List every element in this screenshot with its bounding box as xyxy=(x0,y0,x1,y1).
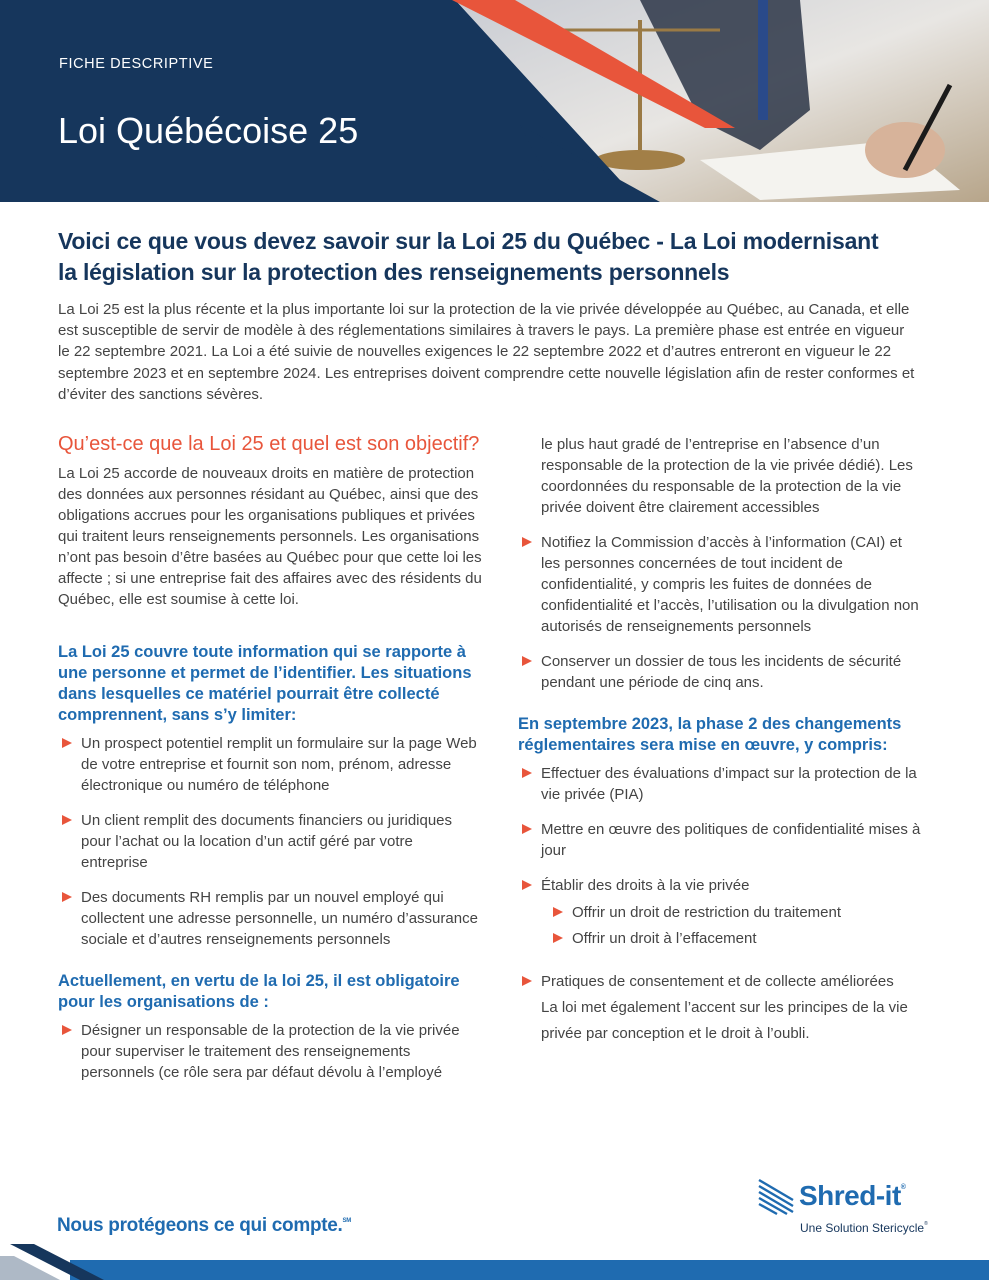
bullet-arrow-icon xyxy=(522,880,532,890)
intro-paragraph: La Loi 25 est la plus récente et la plus importante loi sur la protection de la vie privée développée au Québec, au Canada, et elle est susceptible de servir de modèle à des réglementations similaires à travers le pays. La première phase est entrée en vigueur le 22 septembre 2021. La Loi a été suivie de nouvelles exigences le 22 septembre 2022 et d’autres entreront en vigueur le 22 septembre 2023 et en septembre 2024. Les entreprises doivent comprendre cette nouvelle législation afin de rester conformes et d’éviter des sanctions sévères. xyxy=(58,301,915,403)
list-item: Offrir un droit de restriction du traitement xyxy=(549,902,922,923)
bullet-arrow-icon xyxy=(62,738,72,748)
lawyer-scales-photo xyxy=(0,0,989,202)
left-column xyxy=(58,432,498,1083)
objective-paragraph: La Loi 25 accorde de nouveaux droits en matière de protection des données aux personnes résidant au Québec, ainsi que des obligations accrues pour les organisations publiques et privées qui traitent leurs renseignements personnels. Les organisations n’ont pas besoin d’être basées au Québec pour que cette loi les affecte ; si une entreprise fait des affaires avec des résidents du Québec, elle est soumise à cette loi. xyxy=(58,465,482,608)
bullet-arrow-icon xyxy=(553,933,563,943)
list-item: Conserver un dossier de tous les incidents de sécurité pendant une période de cinq ans. xyxy=(518,651,922,693)
list-item: Des documents RH remplis par un nouvel employé qui collectent une adresse personnelle, un numéro d’assurance sociale et d’autres renseignements personnels xyxy=(58,887,483,950)
right-column xyxy=(518,432,922,1047)
list-item: Pratiques de consentement et de collecte améliorées xyxy=(518,971,922,992)
tagline: Nous protégeons ce qui compte.℠ xyxy=(57,1215,351,1236)
bullet-arrow-icon xyxy=(62,815,72,825)
intro-heading xyxy=(58,226,918,288)
list-item: Désigner un responsable de la protection de la vie privée pour superviser le traitement des renseignements personnels (ce rôle sera par défaut dévolu à l’employé xyxy=(58,1020,483,1083)
shred-it-logo: Shred-it® Une Solution Stericycle® xyxy=(757,1176,937,1236)
header-banner xyxy=(0,0,989,202)
obligation-continuation: le plus haut gradé de l’entreprise en l’absence d’un responsable de la protection de la vie privée dédié). Les coordonnées du responsable de la protection de la vie privée doivent être clairement accessibles xyxy=(541,436,913,516)
document-type-label: FICHE DESCRIPTIVE xyxy=(59,56,214,72)
service-mark: SM xyxy=(342,1218,351,1224)
privacy-rights-sublist xyxy=(518,902,922,949)
consent-list xyxy=(518,971,922,992)
bullet-arrow-icon xyxy=(522,537,532,547)
phase2-list xyxy=(518,763,922,896)
bullet-arrow-icon xyxy=(62,1025,72,1035)
shred-it-stripes-icon xyxy=(757,1176,797,1216)
footer-band xyxy=(0,1240,989,1280)
coverage-list xyxy=(58,733,483,950)
coverage-heading: La Loi 25 couvre toute information qui se rapporte à une personne et permet de l’identifier. Les situations dans lesquelles ce matériel pourrait être collecté comprennent, sans s’y limiter: xyxy=(58,643,472,724)
current-obligations-list-continued xyxy=(518,532,922,693)
list-item: Mettre en œuvre des politiques de confidentialité mises à jour xyxy=(518,819,922,861)
list-item: Effectuer des évaluations d’impact sur la protection de la vie privée (PIA) xyxy=(518,763,922,805)
bullet-arrow-icon xyxy=(522,768,532,778)
phase2-heading: En septembre 2023, la phase 2 des changements réglementaires sera mise en œuvre, y compris: xyxy=(518,715,902,754)
bullet-arrow-icon xyxy=(522,656,532,666)
objective-heading: Qu’est-ce que la Loi 25 et quel est son objectif? xyxy=(58,433,480,455)
bullet-arrow-icon xyxy=(522,824,532,834)
bullet-arrow-icon xyxy=(62,892,72,902)
list-item: Établir des droits à la vie privée xyxy=(518,875,922,896)
closing-paragraph: La loi met également l’accent sur les principes de la vie privée par conception et le droit à l’oubli. xyxy=(541,999,908,1042)
logo-subtitle: Une Solution Stericycle xyxy=(800,1221,925,1235)
bullet-arrow-icon xyxy=(522,976,532,986)
document-title: Loi Québécoise 25 xyxy=(58,110,359,151)
list-item: Un client remplit des documents financiers ou juridiques pour l’achat ou la location d’un actif géré par votre entreprise xyxy=(58,810,483,873)
list-item: Un prospect potentiel remplit un formulaire sur la page Web de votre entreprise et fournit son nom, prénom, adresse électronique ou numéro de téléphone xyxy=(58,733,483,796)
list-item: Notifiez la Commission d’accès à l’information (CAI) et les personnes concernées de tout incident de confidentialité, y compris les fuites de données de confidentialité et l’accès, l’utilisation ou la divulgation non autorisés de renseignements personnels xyxy=(518,532,922,637)
current-obligations-heading: Actuellement, en vertu de la loi 25, il est obligatoire pour les organisations de : xyxy=(58,972,460,1011)
intro-heading-line1: Voici ce que vous devez savoir sur la Loi 25 du Québec - La Loi modernisant xyxy=(58,228,879,254)
logo-wordmark: Shred-it xyxy=(799,1180,901,1211)
bullet-arrow-icon xyxy=(553,907,563,917)
current-obligations-list xyxy=(58,1020,483,1083)
intro-heading-line2: la législation sur la protection des renseignements personnels xyxy=(58,259,730,285)
list-item: Offrir un droit à l’effacement xyxy=(549,928,922,949)
